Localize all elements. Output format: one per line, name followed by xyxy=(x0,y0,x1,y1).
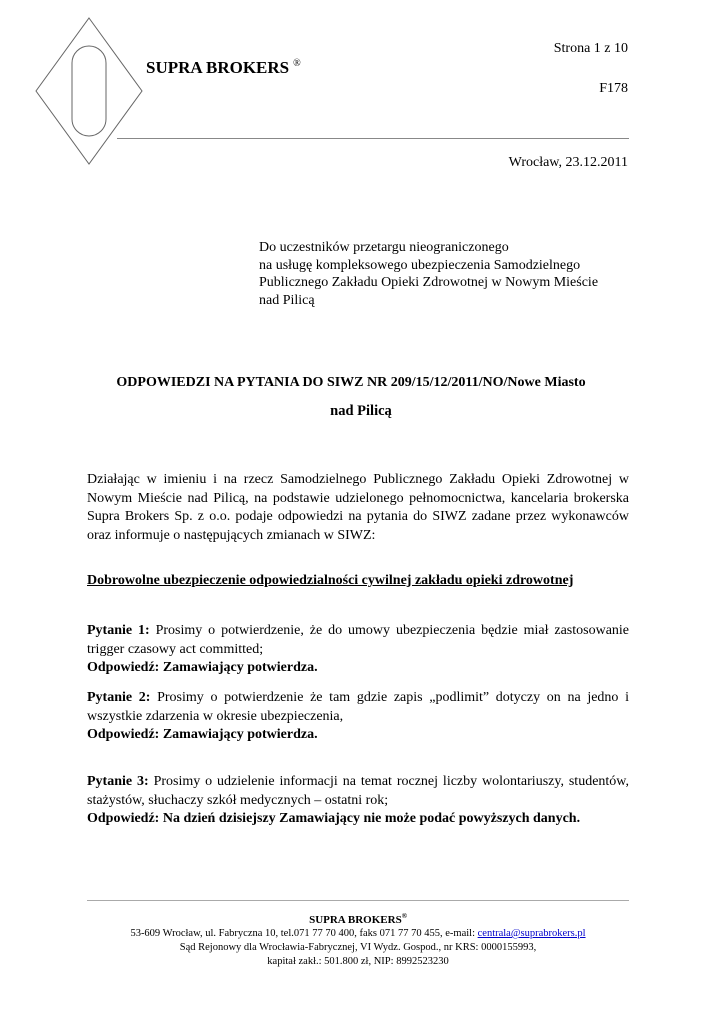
answer-2: Odpowiedź: Zamawiający potwierdza. xyxy=(87,727,318,742)
question-text: Prosimy o udzielenie informacji na temat rocznej liczby wolontariuszy, studentów, stażystów, słuchaczy szkół medycznych – ostatni rok; xyxy=(87,774,629,808)
question-block-3 xyxy=(87,773,629,829)
question-label: Pytanie 2: xyxy=(87,690,151,705)
date-line: Wrocław, 23.12.2011 xyxy=(508,155,628,170)
recipient-line: nad Pilicą xyxy=(259,292,315,308)
recipient-line: na usługę kompleksowego ubezpieczenia Samodzielnego xyxy=(259,257,581,273)
footer xyxy=(87,909,629,969)
footer-company: SUPRA BROKERS® xyxy=(309,912,407,926)
header-divider xyxy=(117,138,629,139)
brand-name: SUPRA BROKERS ® xyxy=(146,58,301,77)
footer-address: 53-609 Wrocław, ul. Fabryczna 10, tel.071 77 70 400, faks 071 77 70 455, e-mail: centrala@suprabrokers.pl xyxy=(130,928,586,939)
question-label: Pytanie 3: xyxy=(87,774,149,789)
question-3 xyxy=(87,773,629,810)
footer-divider xyxy=(87,900,629,901)
email-link[interactable]: centrala@suprabrokers.pl xyxy=(477,928,586,939)
registered-mark: ® xyxy=(293,58,301,69)
question-2 xyxy=(87,689,629,726)
question-text: Prosimy o potwierdzenie że tam gdzie zapis „podlimit” dotyczy on na jedno i wszystkie zdarzenia w okresie ubezpieczenia, xyxy=(87,690,629,724)
question-label: Pytanie 1: xyxy=(87,623,150,638)
question-text: Prosimy o potwierdzenie, że do umowy ubezpieczenia będzie miał zastosowanie trigger czasowy act committed; xyxy=(87,623,630,657)
answer-3: Odpowiedź: Na dzień dzisiejszy Zamawiający nie może podać powyższych danych. xyxy=(87,811,581,826)
page-number: Strona 1 z 10 xyxy=(553,41,628,56)
answer-1: Odpowiedź: Zamawiający potwierdza. xyxy=(87,660,318,675)
supra-brokers-logo-icon xyxy=(34,16,144,166)
title-line-1: ODPOWIEDZI NA PYTANIA DO SIWZ NR 209/15/12/2011/NO/Nowe Miasto xyxy=(116,375,586,390)
question-block-1 xyxy=(87,622,629,678)
intro-paragraph: Działając w imieniu i na rzecz Samodzielnego Publicznego Zakładu Opieki Zdrowotnej w Nowym Mieście nad Pilicą, na podstawie udzielonego pełnomocnictwa, kancelaria brokerska Supra Brokers Sp. z o.o. podaje odpowiedzi na pytania do SIWZ zadane przez wykonawców oraz informuje o następujących zmianach w SIWZ: xyxy=(87,472,629,543)
document-title-continued xyxy=(0,403,724,420)
recipient-line: Do uczestników przetargu nieograniczonego xyxy=(259,240,509,255)
footer-court: Sąd Rejonowy dla Wrocławia-Fabrycznej, VI Wydz. Gospod., nr KRS: 0000155993, xyxy=(179,942,537,953)
section-title: Dobrowolne ubezpieczenie odpowiedzialności cywilnej zakładu opieki zdrowotnej xyxy=(87,573,574,588)
recipient-block xyxy=(259,239,598,309)
recipient-line: Publicznego Zakładu Opieki Zdrowotnej w Nowym Mieście xyxy=(259,275,599,290)
footer-capital: kapitał zakł.: 501.800 zł, NIP: 8992523230 xyxy=(267,956,449,967)
document-title xyxy=(0,375,724,391)
question-1 xyxy=(87,622,629,659)
question-block-2 xyxy=(87,689,629,745)
form-code: F178 xyxy=(599,81,628,96)
title-line-2: nad Pilicą xyxy=(330,403,392,419)
